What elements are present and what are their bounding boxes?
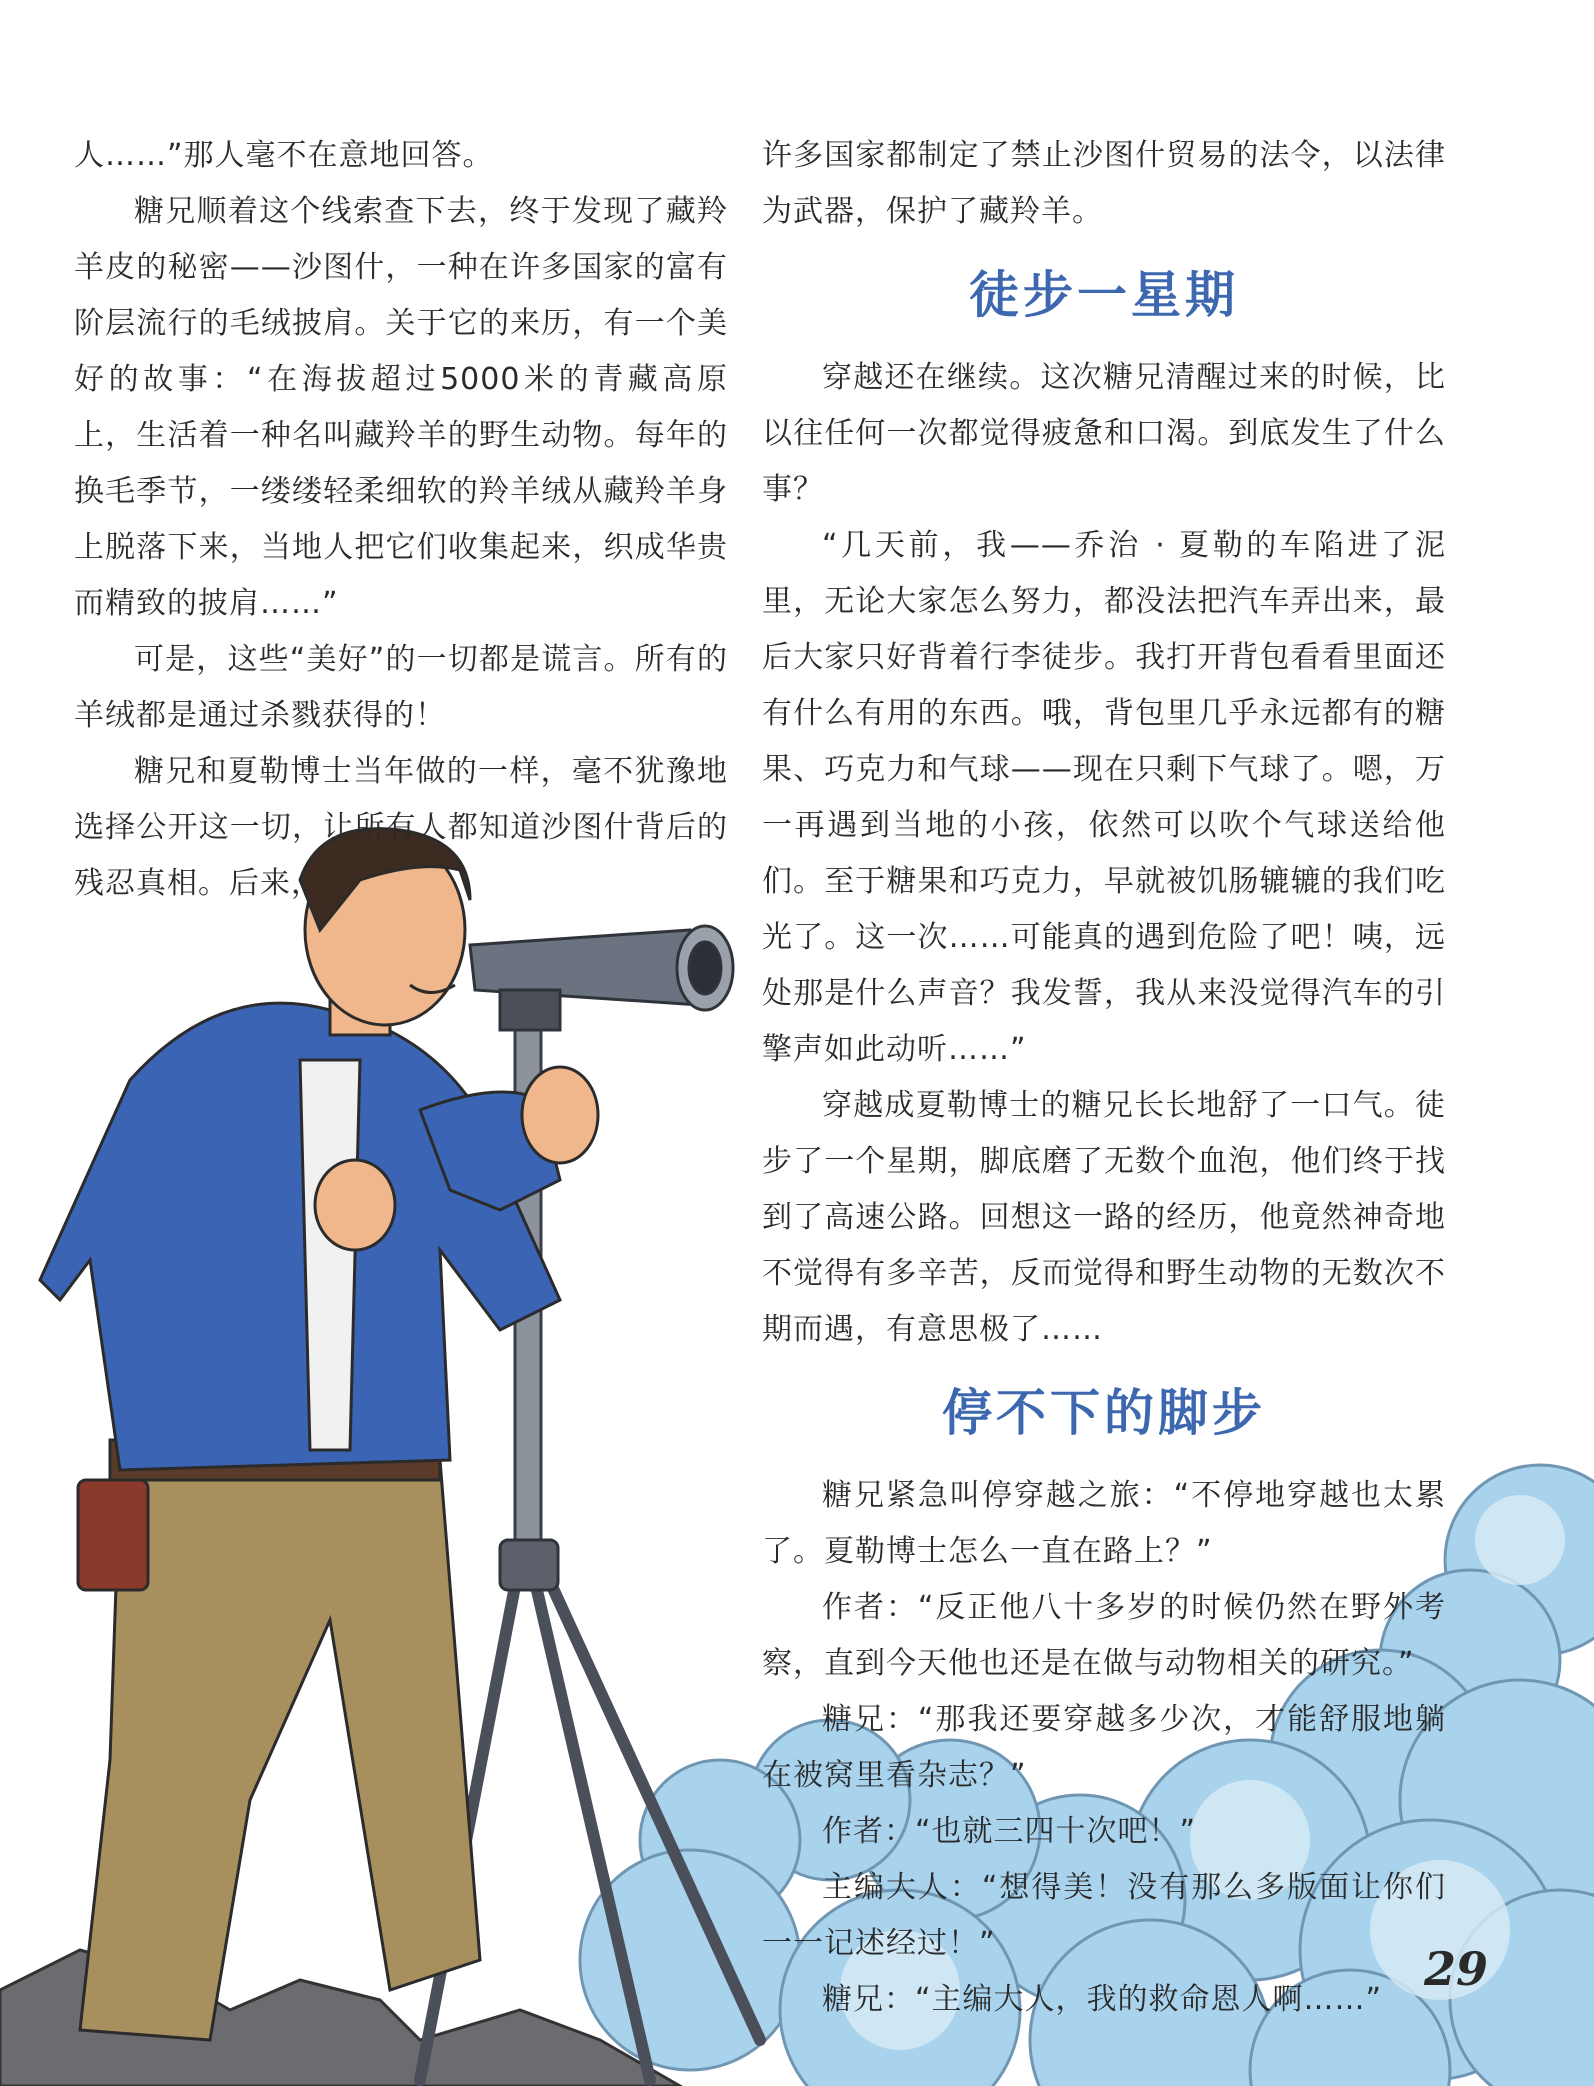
body-paragraph: 穿越成夏勒博士的糖兄长长地舒了一口气。徒步了一个星期，脚底磨了无数个血泡，他们终于找到了高速公路。回想这一路的经历，他竟然神奇地不觉得有多辛苦，反而觉得和野生动物的无数次不期而遇，有意思极了…… <box>762 1088 1446 1347</box>
body-paragraph: 作者：“反正他八十多岁的时候仍然在野外考察，直到今天他也还是在做与动物相关的研究。” <box>762 1590 1446 1681</box>
body-paragraph: 作者：“也就三四十次吧！” <box>822 1814 1197 1849</box>
tripod-clamp <box>500 1540 558 1590</box>
body-paragraph: 糖兄和夏勒博士当年做的一样，毫不犹豫地选择公开这一切，让所有人都知道沙图什背后的残忍真相。后来， <box>74 754 728 901</box>
body-paragraph: 主编大人：“想得美！没有那么多版面让你们一一记述经过！” <box>762 1870 1446 1961</box>
right-text-column <box>762 128 1446 2028</box>
left-text-column <box>74 128 728 912</box>
body-paragraph: 糖兄：“主编大人，我的救命恩人啊……” <box>822 1982 1383 2017</box>
body-paragraph: 人……”那人毫不在意地回答。 <box>74 138 494 173</box>
telescope-illustration <box>470 926 733 1030</box>
page-number: 29 <box>1423 1942 1488 1996</box>
body-paragraph: 糖兄顺着这个线索查下去，终于发现了藏羚羊皮的秘密——沙图什，一种在许多国家的富有阶层流行的毛绒披肩。关于它的来历，有一个美好的故事：“在海拔超过5000米的青藏高原上，生活着一种名叫藏羚羊的野生动物。每年的换毛季节，一缕缕轻柔细软的羚羊绒从藏羚羊身上脱落下来，当地人把它们收集起来，织成华贵而精致的披肩……” <box>74 194 728 621</box>
body-paragraph: 糖兄：“那我还要穿越多少次，才能舒服地躺在被窝里看杂志？” <box>762 1702 1446 1793</box>
body-paragraph: 可是，这些“美好”的一切都是谎言。所有的羊绒都是通过杀戮获得的！ <box>74 642 728 733</box>
section-heading: 停不下的脚步 <box>942 1384 1266 1442</box>
section-heading: 徒步一星期 <box>969 266 1239 324</box>
body-paragraph: “几天前，我——乔治 · 夏勒的车陷进了泥里，无论大家怎么努力，都没法把汽车弄出来，最后大家只好背着行李徒步。我打开背包看看里面还有什么有用的东西。哦，背包里几乎永远都有的糖果、巧克力和气球——现在只剩下气球了。嗯，万一再遇到当地的小孩，依然可以吹个气球送给他们。至于糖果和巧克力，早就被饥肠辘辘的我们吃光了。这一次……可能真的遇到危险了吧！咦，远处那是什么声音？我发誓，我从来没觉得汽车的引擎声如此动听……” <box>762 528 1446 1067</box>
body-paragraph: 穿越还在继续。这次糖兄清醒过来的时候，比以往任何一次都觉得疲惫和口渴。到底发生了什么事？ <box>762 360 1446 507</box>
body-paragraph: 糖兄紧急叫停穿越之旅：“不停地穿越也太累了。夏勒博士怎么一直在路上？” <box>762 1478 1446 1569</box>
body-paragraph: 许多国家都制定了禁止沙图什贸易的法令，以法律为武器，保护了藏羚羊。 <box>762 138 1446 229</box>
